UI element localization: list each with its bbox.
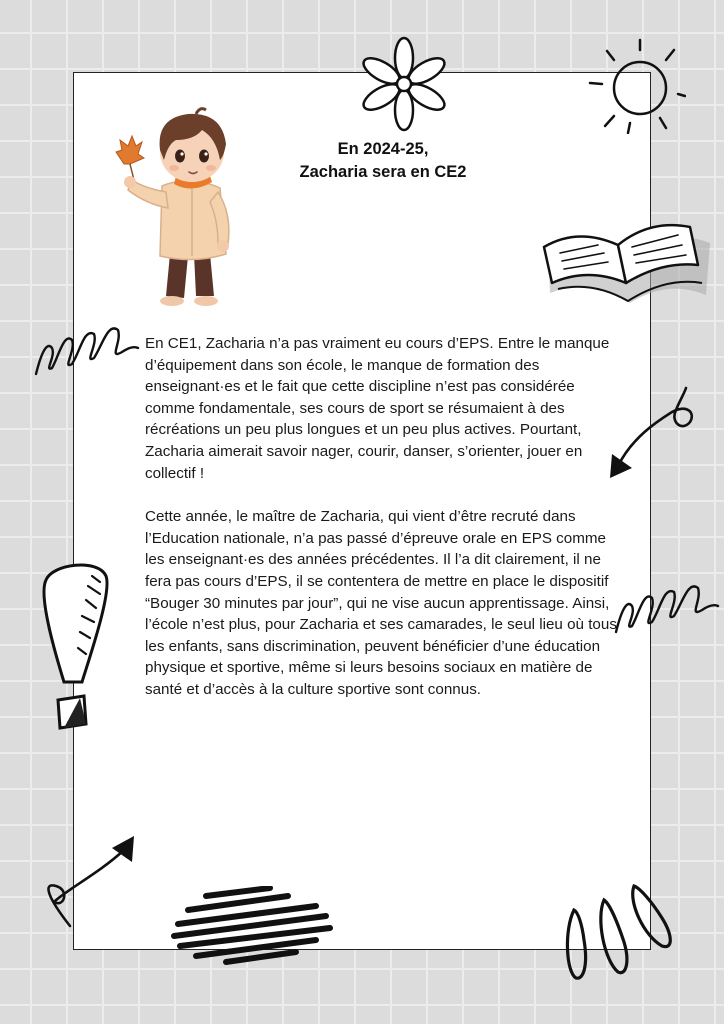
scribble-icon xyxy=(166,886,342,966)
sun-icon xyxy=(586,34,686,134)
paragraph: Cette année, le maître de Zacharia, qui vient d’être recruté dans l’Education nationale, n’a pas passé d’épreuve orale en EPS comme les enseignant·es des années précédentes. Il l’a dit clairement, il ne fera pas cours d’EPS, il se contentera de mettre en place le dispositif “Bouger 30 minutes par jour”, qui ne vise aucun apprentissage. Ainsi, l’école n’est plus, pour Zacharia et ses camarades, le seul lieu où tous les enfants, sans discrimination, peuvent bénéficier d’une éducation physique et sportive, même si leurs besoins sociaux en matière de santé et d’accès à la culture sportive sont connus. xyxy=(145,508,617,698)
paragraph: En CE1, Zacharia n’a pas vraiment eu cours d’EPS. Entre le manque d’équipement dans son école, le manque de formation des enseignant·es et le fait que cette discipline n’est pas considérée comme fondamentale, ses cours de sport se résumaient à des récréations un peu plus longues et un peu plus actives. Pourtant, Zacharia aimerait savoir nager, courir, danser, s’orienter, jouer en collectif ! xyxy=(145,335,610,482)
drops-icon xyxy=(560,880,688,990)
child-illustration xyxy=(110,104,260,314)
loops-icon xyxy=(612,576,722,642)
title-line-1: En 2024-25, xyxy=(337,140,429,158)
flower-icon xyxy=(360,36,448,132)
title-line-2: Zacharia sera en CE2 xyxy=(299,163,467,181)
body-text xyxy=(145,333,620,723)
page-title xyxy=(268,138,498,184)
book-icon xyxy=(538,205,718,310)
exclamation-icon xyxy=(34,560,118,736)
curved-arrow-icon xyxy=(38,834,138,934)
loops-icon xyxy=(32,318,142,384)
